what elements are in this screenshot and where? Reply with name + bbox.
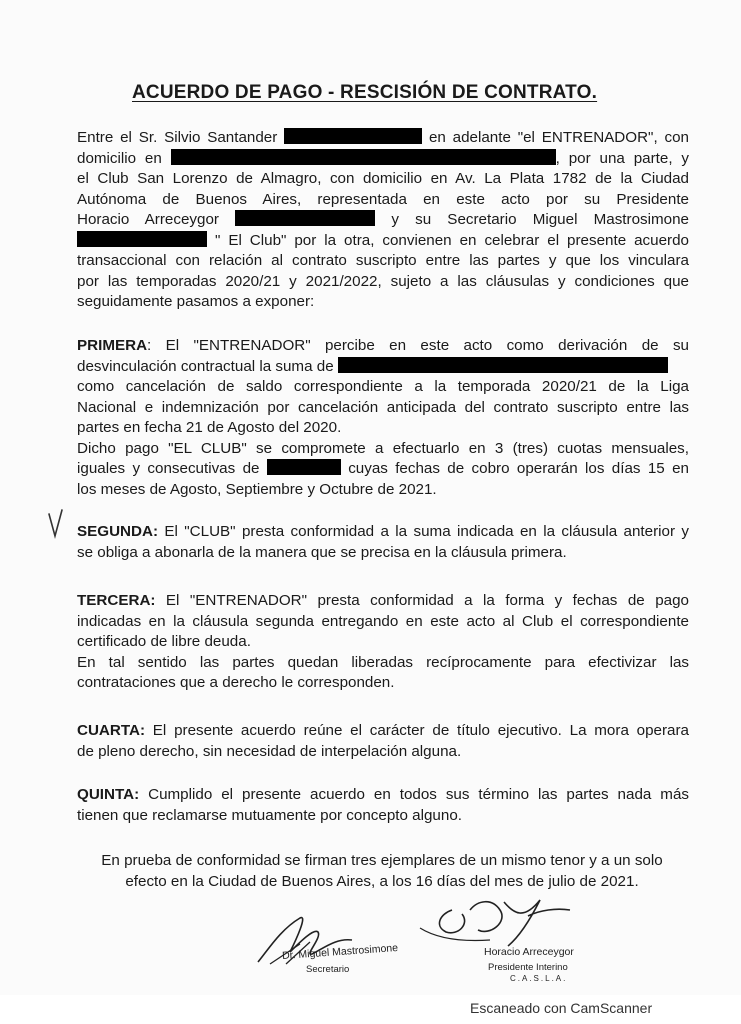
intro-paragraph xyxy=(77,128,689,313)
primera-line-7: iguales y consecutivas de cuyas fechas de cobro operarán los días 15 en xyxy=(77,460,689,477)
cuarta-line-2: de pleno derecho, sin necesidad de interpelación alguna. xyxy=(77,742,462,760)
primera-line-6: Dicho pago "EL CLUB" se compromete a efectuarlo en 3 (tres) cuotas mensuales, xyxy=(77,439,689,457)
clause-cuarta xyxy=(77,721,689,762)
tercera-line-1: TERCERA: El "ENTRENADOR" presta conformidad a la forma y fechas de pago xyxy=(77,592,689,609)
segunda-line-1: SEGUNDA: El "CLUB" presta conformidad a la suma indicada en la cláusula anterior y xyxy=(77,523,689,540)
primera-line-5: partes en fecha 21 de Agosto del 2020. xyxy=(77,419,342,436)
intro-line-1: Entre el Sr. Silvio Santander en adelante "el ENTRENADOR", con xyxy=(77,129,689,146)
cuarta-line-1: CUARTA: El presente acuerdo reúne el carácter de título ejecutivo. La mora operara xyxy=(77,722,689,739)
intro-line-6: " El Club" por la otra, convienen en celebrar el presente acuerdo xyxy=(77,231,689,252)
primera-line-3: como cancelación de saldo correspondiente a la temporada 2020/21 de la Liga xyxy=(77,378,689,395)
clause-label: QUINTA: xyxy=(77,786,140,803)
intro-line-2: domicilio en , por una parte, y xyxy=(77,149,689,167)
clause-quinta xyxy=(77,785,689,826)
tercera-line-2: indicadas en la cláusula segunda entregando en este acto al Club el correspondiente xyxy=(77,612,689,630)
tercera-line-4: En tal sentido las partes quedan liberadas recíprocamente para efectivizar las xyxy=(77,653,689,671)
scanner-watermark: Escaneado con CamScanner xyxy=(470,1000,653,1016)
signature-area xyxy=(0,880,741,990)
intro-line-8: por las temporadas 2020/21 y 2021/2022, sujeto a las cláusulas y condiciones que xyxy=(77,272,689,290)
clause-label: TERCERA: xyxy=(77,592,156,609)
clause-label: CUARTA: xyxy=(77,722,146,739)
closing-line-2: efecto en la Ciudad de Buenos Aires, a los 16 días del mes de julio de 2021. xyxy=(125,872,639,890)
clause-label: PRIMERA xyxy=(77,337,148,354)
clause-tercera xyxy=(77,591,689,694)
intro-line-5: Horacio Arreceygor y su Secretario Miguel Mastrosimone xyxy=(77,211,689,228)
primera-line-8: los meses de Agosto, Septiembre y Octubre de 2021. xyxy=(77,480,437,498)
signatory-left-name: Dr. Miguel Mastrosimone xyxy=(281,941,399,963)
signatory-left-role: Secretario xyxy=(306,964,350,975)
clause-label: SEGUNDA: xyxy=(77,523,159,540)
segunda-line-2: se obliga a abonarla de la manera que se precisa en la cláusula primera. xyxy=(77,543,567,561)
redaction-bar xyxy=(284,128,422,144)
clause-segunda xyxy=(77,522,689,563)
redaction-bar xyxy=(267,459,341,475)
signatory-right-name: Horacio Arreceygor xyxy=(484,946,574,958)
tercera-line-5: contrataciones que a derecho le corresponden. xyxy=(77,674,395,691)
primera-line-1: PRIMERA: El "ENTRENADOR" percibe en este acto como derivación de su xyxy=(77,337,689,354)
closing-line-1: En prueba de conformidad se firman tres ejemplares de un mismo tenor y a un solo xyxy=(101,852,663,869)
primera-line-4: Nacional e indemnización por cancelación anticipada del contrato suscripto entre las xyxy=(77,398,689,416)
clause-primera xyxy=(77,336,689,500)
tercera-line-3: certificado de libre deuda. xyxy=(77,633,251,650)
intro-line-9: seguidamente pasamos a exponer: xyxy=(77,293,315,310)
intro-line-7: transaccional con relación al contrato suscripto entre las partes y que los vinculara xyxy=(77,252,689,269)
redaction-bar xyxy=(235,210,375,226)
quinta-line-1: QUINTA: Cumplido el presente acuerdo en todos sus término las partes nada más xyxy=(77,786,689,803)
document-title: ACUERDO DE PAGO - RESCISIÓN DE CONTRATO. xyxy=(132,82,598,103)
intro-line-4: Autónoma de Buenos Aires, representada en este acto por su Presidente xyxy=(77,190,689,208)
intro-line-3: el Club San Lorenzo de Almagro, con domicilio en Av. La Plata 1782 de la Ciudad xyxy=(77,170,689,187)
handwritten-signatures xyxy=(0,880,741,990)
check-mark-icon xyxy=(46,508,66,540)
quinta-line-2: tienen que reclamarse mutuamente por concepto alguno. xyxy=(77,806,462,824)
redaction-bar xyxy=(338,357,668,373)
redaction-bar xyxy=(77,231,207,247)
signatory-right-role: Presidente Interino xyxy=(488,962,568,973)
primera-line-2: desvinculación contractual la suma de xyxy=(77,357,689,378)
signatory-right-org: C.A.S.L.A. xyxy=(510,974,568,983)
redaction-bar xyxy=(171,149,556,165)
